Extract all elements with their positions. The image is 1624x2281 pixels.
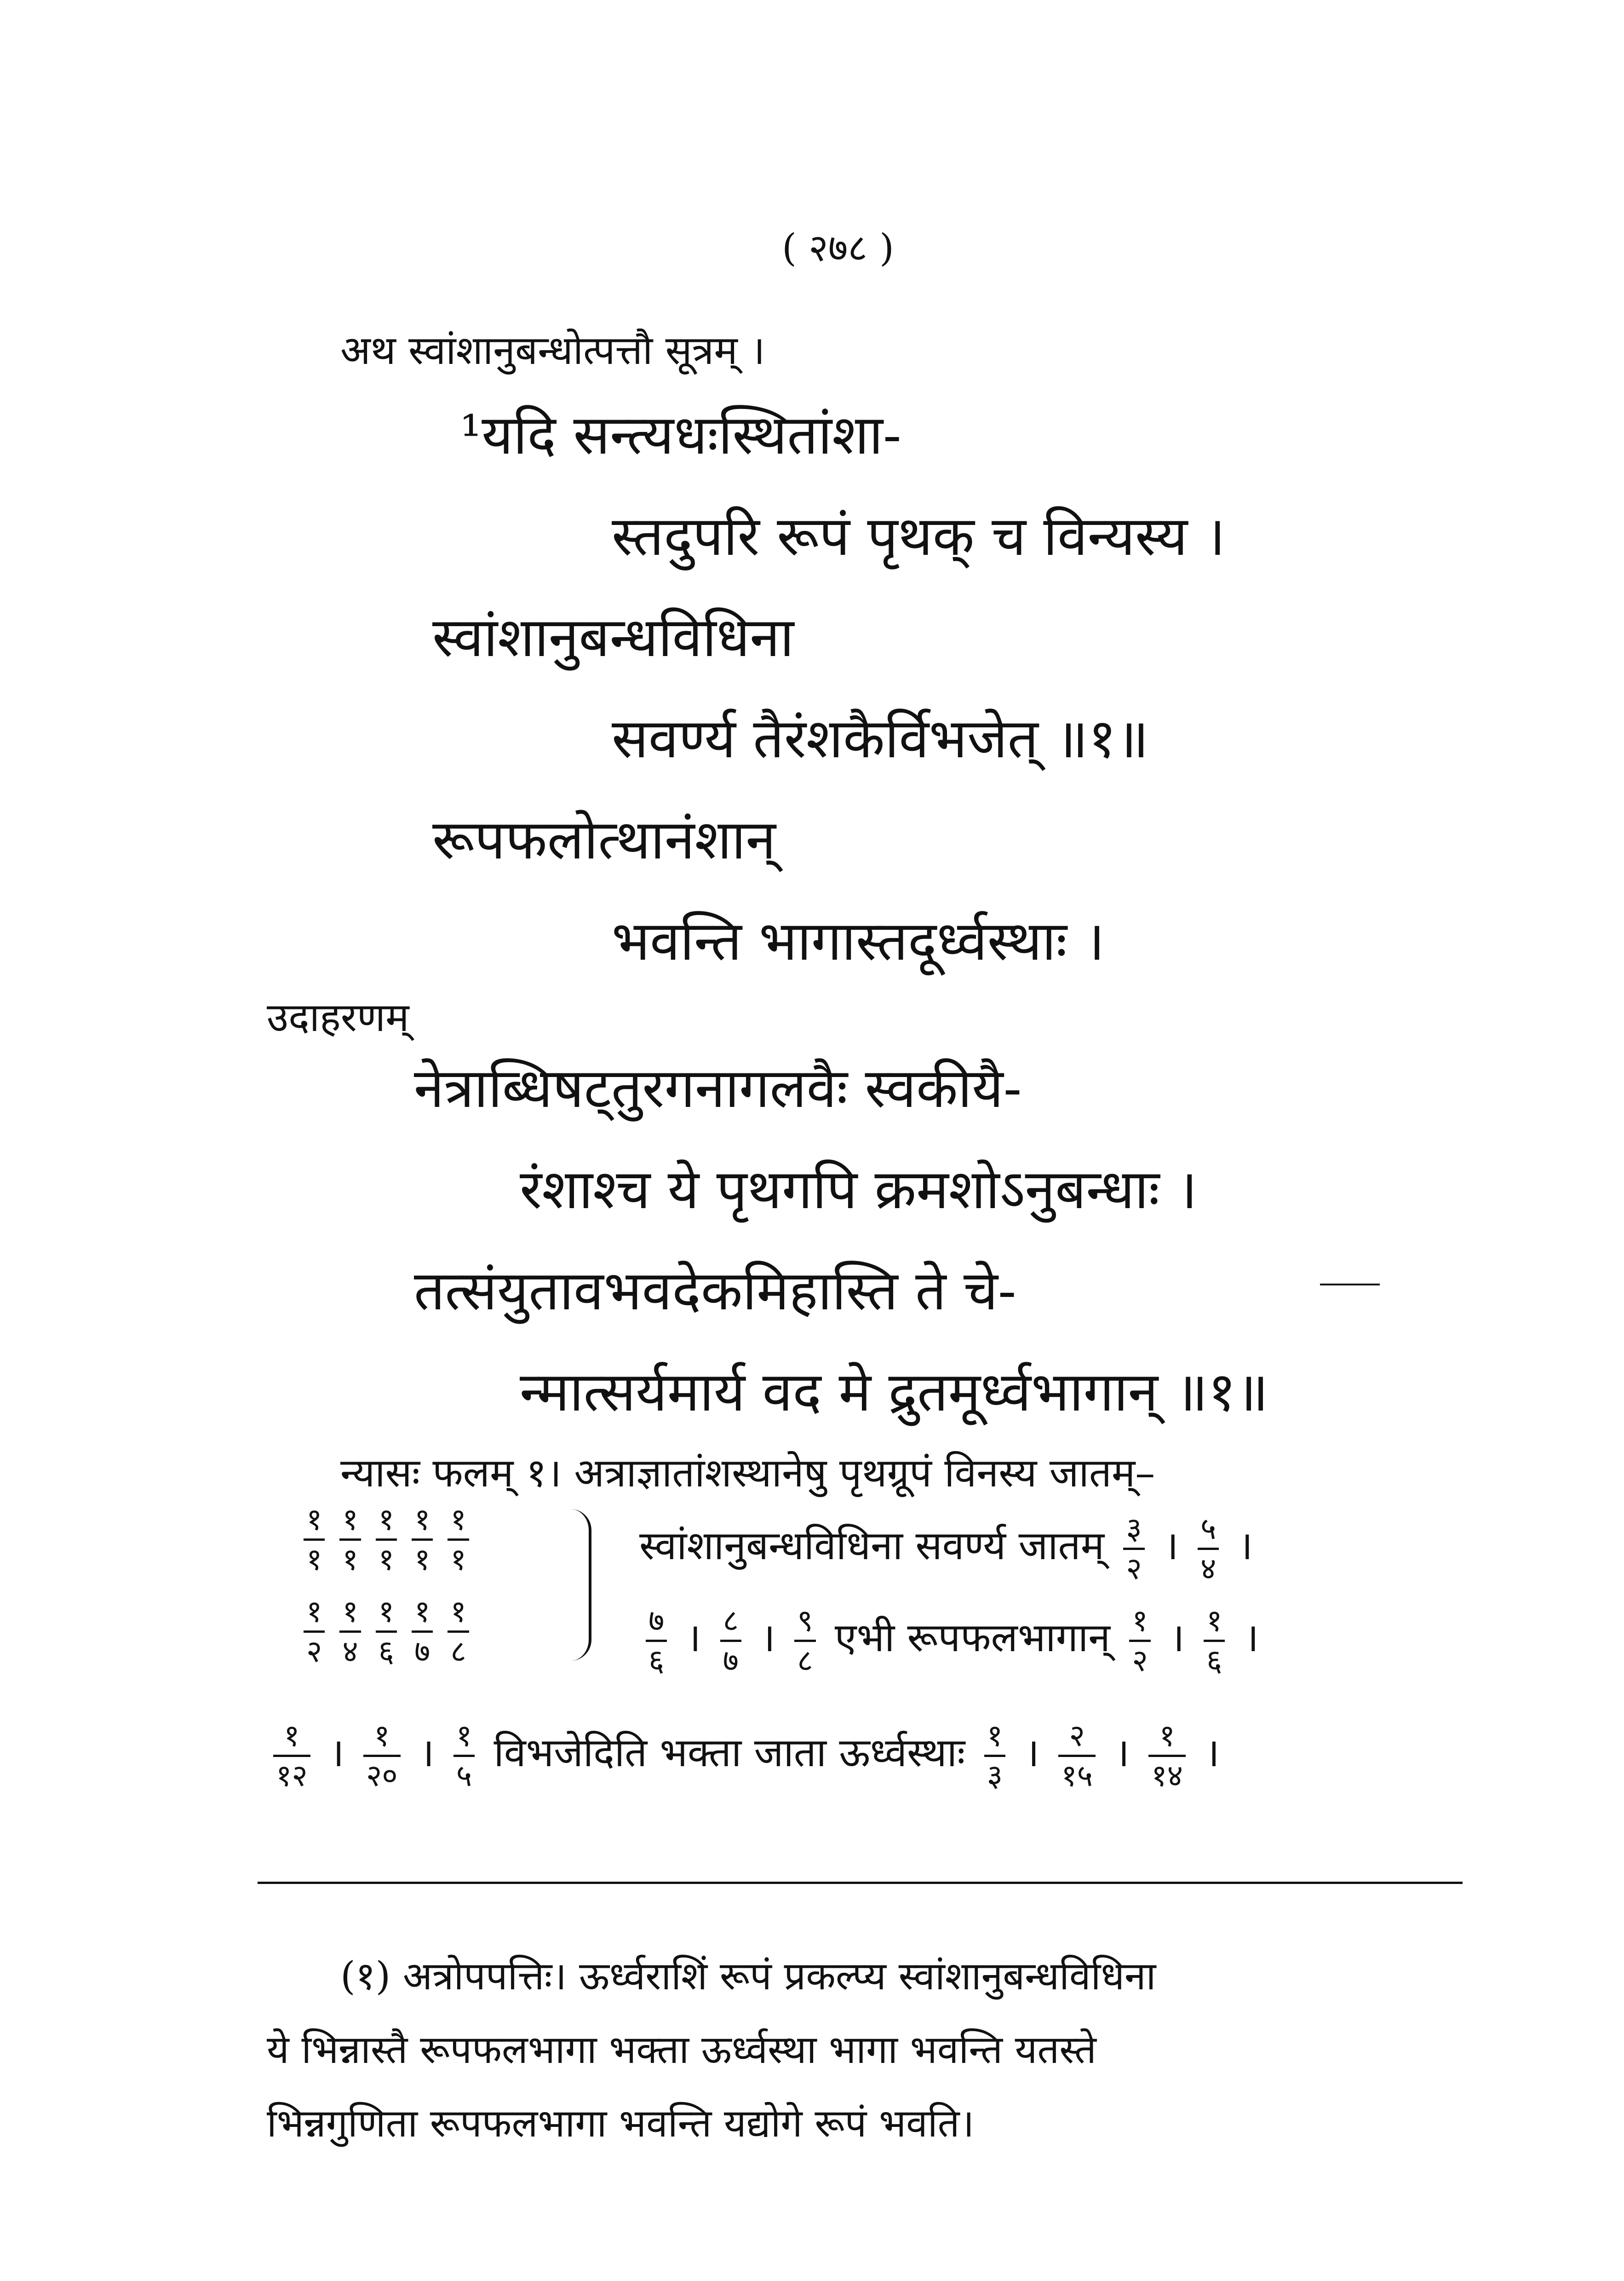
fraction bbox=[412, 1504, 433, 1575]
fraction bbox=[363, 1718, 401, 1793]
numerator: १ bbox=[1159, 1718, 1175, 1753]
savarnya-text: स्वांशानुबन्धविधिना सवर्ण्य जातम् bbox=[639, 1523, 1104, 1569]
fraction bbox=[1198, 1511, 1219, 1586]
numerator: १ bbox=[342, 1594, 358, 1629]
fraction bbox=[339, 1596, 361, 1667]
numerator: १ bbox=[284, 1718, 300, 1753]
example-verse-line-2: रंशाश्च ये पृथगपि क्रमशोऽनुबन्धाः । bbox=[520, 1158, 1198, 1221]
fraction bbox=[646, 1603, 667, 1678]
fraction bbox=[339, 1504, 361, 1575]
section-heading: अथ स्वांशानुबन्धोत्पत्तौ सूत्रम् । bbox=[340, 328, 765, 374]
numerator: १ bbox=[450, 1594, 466, 1629]
numerator: १ bbox=[1206, 1603, 1222, 1638]
numerator: १ bbox=[414, 1502, 430, 1537]
sutra-line-5: रूपफलोत्थानंशान् bbox=[432, 808, 776, 871]
denominator: १ bbox=[448, 1538, 469, 1575]
sutra-line-3: स्वांशानुबन्धविधिना bbox=[432, 605, 794, 669]
denominator: १४ bbox=[1148, 1755, 1186, 1791]
sutra-line-2: स्तदुपरि रूपं पृथक् च विन्यस्य । bbox=[612, 504, 1226, 568]
numerator: १ bbox=[414, 1594, 430, 1629]
sutra-line-4: सवर्ण्य तैरंशकैर्विभजेत् ॥१॥ bbox=[612, 707, 1149, 770]
numerator: २ bbox=[1069, 1718, 1085, 1753]
danda: । bbox=[419, 1730, 435, 1776]
denominator: १ bbox=[339, 1538, 361, 1575]
numerator: ८ bbox=[723, 1603, 739, 1638]
denominator: ६ bbox=[646, 1640, 667, 1676]
danda: । bbox=[1244, 1615, 1259, 1661]
denominator: १ bbox=[304, 1538, 325, 1575]
example-verse-line-4: न्मात्सर्यमार्य वद मे द्रुतमूर्ध्वभागान् ॥१॥ bbox=[520, 1360, 1269, 1423]
fraction bbox=[984, 1718, 1005, 1793]
sutra-line-1: ¹यदि सन्त्यधःस्थितांशा- bbox=[460, 403, 901, 467]
denominator: ५ bbox=[453, 1755, 475, 1791]
footnote-line-1: (१) अत्रोपपत्तिः। ऊर्ध्वराशिं रूपं प्रकल्प्य स्वांशानुबन्धविधिना bbox=[340, 1953, 1156, 1999]
danda: । bbox=[1164, 1523, 1179, 1569]
result-line bbox=[267, 1718, 1220, 1793]
denominator: १५ bbox=[1058, 1755, 1096, 1791]
stray-dash bbox=[1320, 1284, 1380, 1285]
numerator: १ bbox=[1132, 1603, 1148, 1638]
fraction bbox=[1148, 1718, 1186, 1793]
denominator: १ bbox=[376, 1538, 397, 1575]
page-number: ( २७८ ) bbox=[782, 226, 895, 270]
fraction bbox=[1129, 1603, 1150, 1678]
danda: । bbox=[1024, 1730, 1040, 1776]
numerator: ३ bbox=[1126, 1511, 1142, 1546]
example-verse-line-3: तत्संयुतावभवदेकमिहास्ति ते चे- bbox=[414, 1259, 1016, 1322]
rupaphala-line bbox=[639, 1603, 1259, 1678]
fraction bbox=[453, 1718, 475, 1793]
denominator: ३ bbox=[984, 1755, 1005, 1791]
numerator: ९ bbox=[797, 1603, 813, 1638]
grouping-bracket bbox=[570, 1509, 591, 1661]
numerator: १ bbox=[378, 1594, 394, 1629]
vibhaj-text: विभजेदिति भक्ता जाता ऊर्ध्वस्थाः bbox=[494, 1730, 965, 1776]
fraction bbox=[448, 1504, 469, 1575]
numerator: १ bbox=[456, 1718, 472, 1753]
denominator: ६ bbox=[1204, 1640, 1225, 1676]
example-verse-line-1: नेत्राब्धिषट्तुरगनागलवैः स्वकीयै- bbox=[414, 1056, 1022, 1120]
fraction bbox=[720, 1603, 741, 1678]
fraction bbox=[376, 1504, 397, 1575]
denominator: २० bbox=[363, 1755, 401, 1791]
denominator: ६ bbox=[376, 1630, 397, 1667]
denominator: ७ bbox=[412, 1630, 433, 1667]
fraction bbox=[273, 1718, 310, 1793]
footnote-divider bbox=[258, 1882, 1463, 1884]
numerator: १ bbox=[374, 1718, 390, 1753]
fraction bbox=[1204, 1603, 1225, 1678]
fraction-grid-row-2 bbox=[304, 1596, 469, 1667]
fraction bbox=[304, 1504, 325, 1575]
danda: । bbox=[760, 1615, 775, 1661]
rupaphala-text: एभी रूपफलभागान् bbox=[834, 1615, 1110, 1661]
fraction bbox=[448, 1596, 469, 1667]
fraction bbox=[794, 1603, 815, 1678]
denominator: १२ bbox=[273, 1755, 310, 1791]
denominator: ८ bbox=[794, 1640, 815, 1676]
denominator: २ bbox=[1129, 1640, 1150, 1676]
denominator: ७ bbox=[720, 1640, 741, 1676]
denominator: ८ bbox=[448, 1630, 469, 1667]
danda: । bbox=[1170, 1615, 1185, 1661]
savarnya-line bbox=[639, 1511, 1253, 1586]
nyasa-line: न्यासः फलम् १। अत्राज्ञातांशस्थानेषु पृथग्रूपं विनस्य जातम्– bbox=[340, 1450, 1155, 1496]
danda: । bbox=[329, 1730, 344, 1776]
numerator: १ bbox=[450, 1502, 466, 1537]
danda: । bbox=[1114, 1730, 1130, 1776]
danda: । bbox=[1205, 1730, 1220, 1776]
denominator: ४ bbox=[339, 1630, 361, 1667]
fraction bbox=[1058, 1718, 1096, 1793]
fraction bbox=[1123, 1511, 1144, 1586]
denominator: ४ bbox=[1198, 1548, 1219, 1584]
example-heading: उदाहरणम् bbox=[267, 995, 409, 1041]
numerator: ५ bbox=[1200, 1511, 1217, 1546]
danda: । bbox=[1238, 1523, 1253, 1569]
denominator: १ bbox=[412, 1538, 433, 1575]
denominator: २ bbox=[304, 1630, 325, 1667]
fraction bbox=[304, 1596, 325, 1667]
denominator: २ bbox=[1123, 1548, 1144, 1584]
numerator: १ bbox=[306, 1502, 322, 1537]
numerator: १ bbox=[378, 1502, 394, 1537]
fraction bbox=[376, 1596, 397, 1667]
danda: । bbox=[686, 1615, 701, 1661]
numerator: ७ bbox=[648, 1603, 665, 1638]
numerator: १ bbox=[987, 1718, 1003, 1753]
sutra-line-6: भवन्ति भागास्तदूर्ध्वस्थाः । bbox=[612, 909, 1105, 973]
fraction-grid-row-1 bbox=[304, 1504, 469, 1575]
footnote-line-3: भिन्नगुणिता रूपफलभागा भवन्ति यद्योगे रूपं भवति। bbox=[267, 2101, 975, 2146]
fraction bbox=[412, 1596, 433, 1667]
numerator: १ bbox=[306, 1594, 322, 1629]
numerator: १ bbox=[342, 1502, 358, 1537]
footnote-line-2: ये भिन्नास्तै रूपफलभागा भक्ता ऊर्ध्वस्था भागा भवन्ति यतस्ते bbox=[267, 2027, 1096, 2072]
